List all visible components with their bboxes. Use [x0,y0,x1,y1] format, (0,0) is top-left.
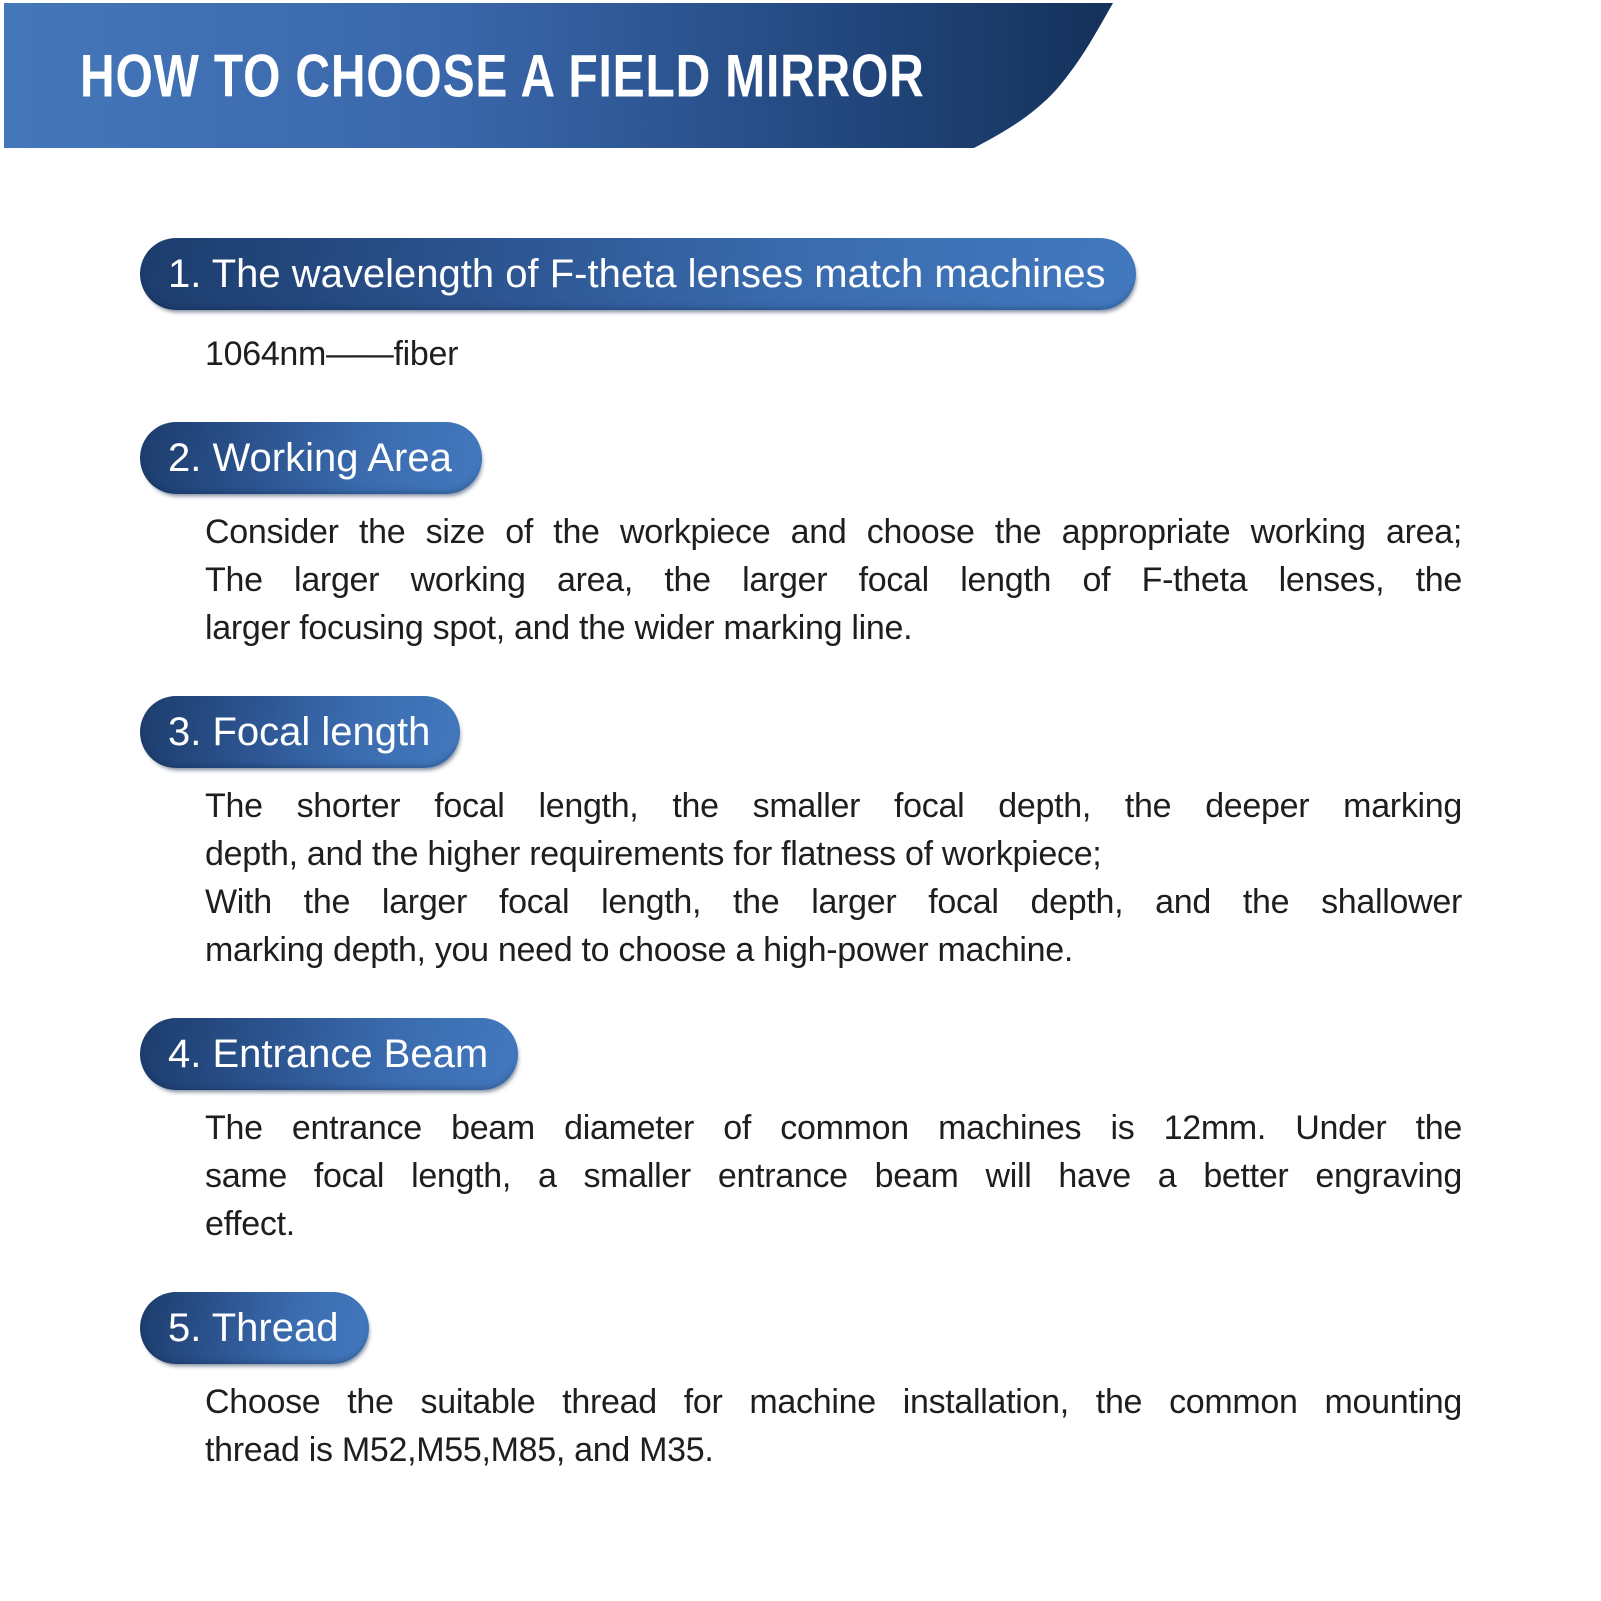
section-body-focal-length [205,782,1462,974]
body-line: thread is M52,M55,M85, and M35. [205,1431,714,1469]
content-area [140,238,1462,1474]
body-line: same focal length, a smaller entrance beam will have a better engraving [205,1157,1462,1195]
section-heading-working-area: 2. Working Area [140,422,482,494]
body-line: depth, and the higher requirements for flatness of workpiece; [205,835,1102,873]
body-line: The shorter focal length, the smaller focal depth, the deeper marking [205,787,1462,825]
section-entrance-beam [140,1018,1462,1248]
section-body-entrance-beam [205,1104,1462,1248]
body-line: effect. [205,1205,295,1243]
section-body-thread [205,1378,1462,1474]
section-body-working-area [205,508,1462,652]
body-line: The larger working area, the larger focal length of F-theta lenses, the [205,561,1462,599]
section-heading-thread: 5. Thread [140,1292,369,1364]
body-line: marking depth, you need to choose a high-power machine. [205,931,1074,969]
section-body-wavelength [205,330,1462,378]
header-banner [0,0,1601,152]
body-line: Choose the suitable thread for machine installation, the common mounting [205,1383,1462,1421]
section-focal-length [140,696,1462,974]
section-thread [140,1292,1462,1474]
section-wavelength [140,238,1462,378]
section-heading-wavelength: 1. The wavelength of F-theta lenses match machines [140,238,1136,310]
body-line: The entrance beam diameter of common machines is 12mm. Under the [205,1109,1462,1147]
body-line: With the larger focal length, the larger focal depth, and the shallower [205,883,1462,921]
body-line: 1064nm——fiber [205,335,459,373]
body-line: larger focusing spot, and the wider marking line. [205,609,913,647]
page-title: HOW TO CHOOSE A FIELD MIRROR [80,42,925,110]
body-line: Consider the size of the workpiece and choose the appropriate working area; [205,513,1462,551]
section-heading-entrance-beam: 4. Entrance Beam [140,1018,518,1090]
section-working-area [140,422,1462,652]
section-heading-focal-length: 3. Focal length [140,696,460,768]
